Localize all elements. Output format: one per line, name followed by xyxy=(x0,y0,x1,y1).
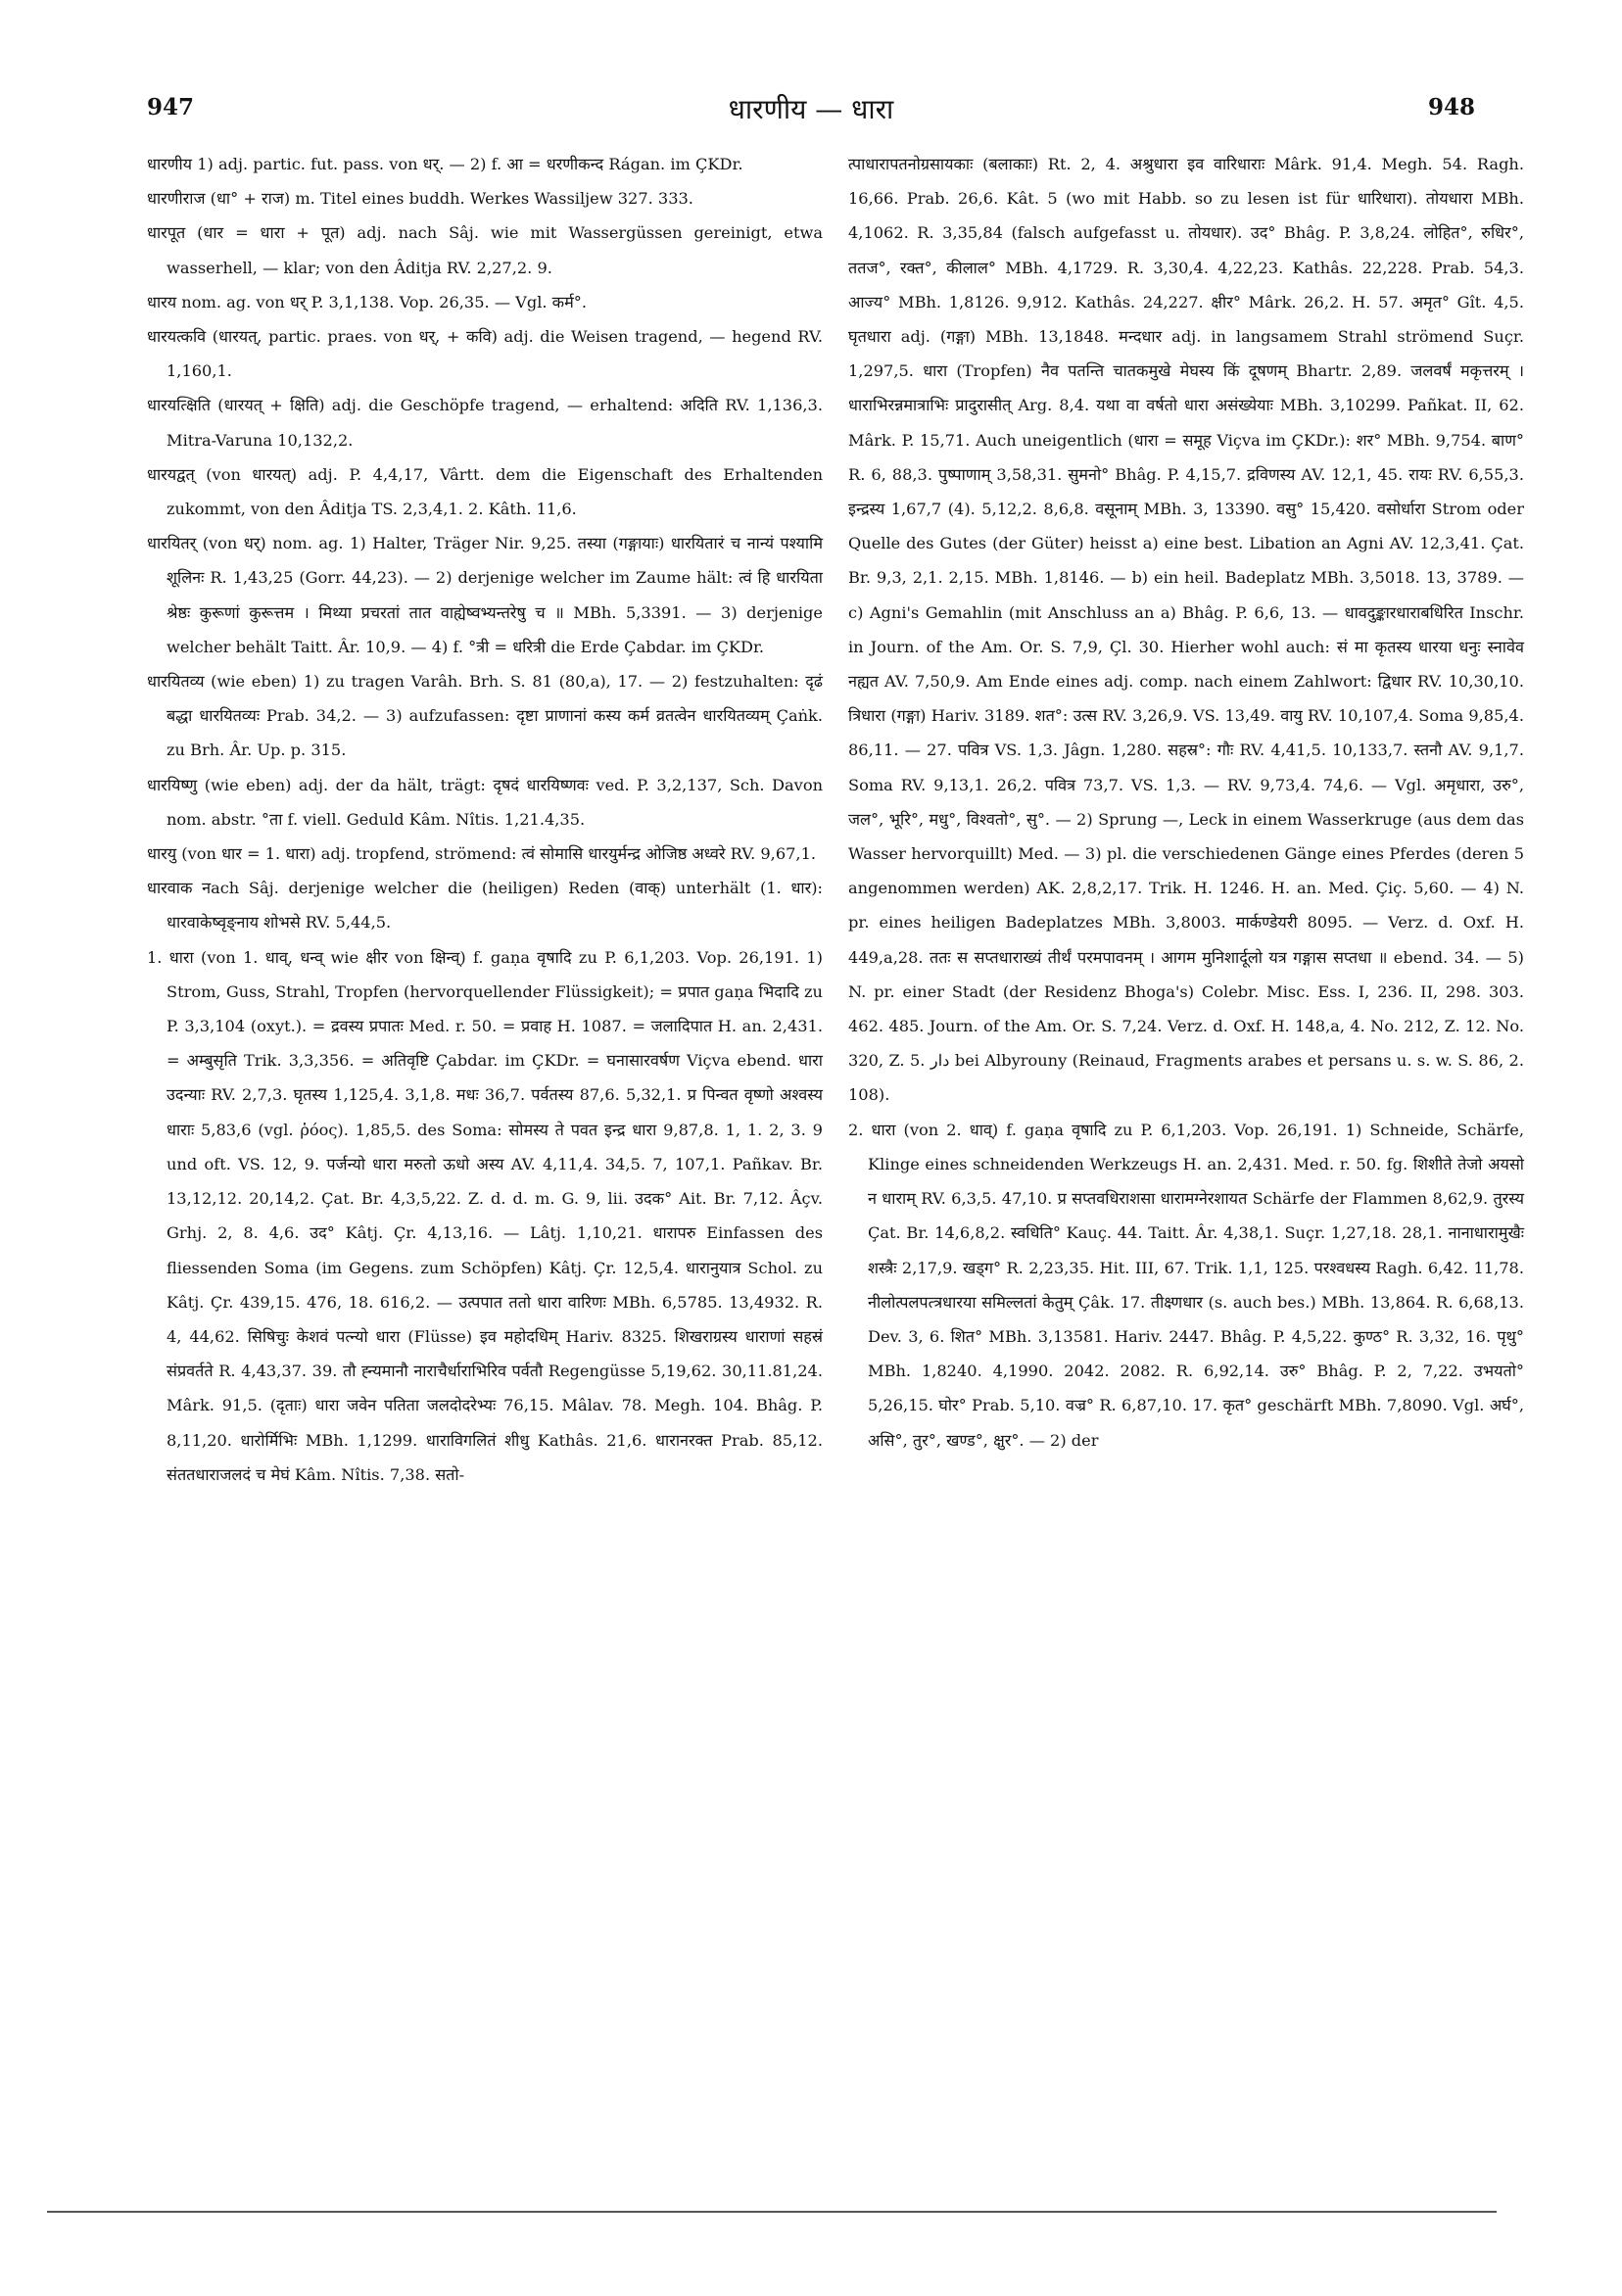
dictionary-entry: धारयत्कवि (धारयत्, partic. praes. von धर्, + कवि) adj. die Weisen tragend, — hegend RV. 1,160,1. xyxy=(147,327,823,381)
dictionary-entry: धारपूत (धार = धारा + पूत) adj. nach Sâj. wie mit Wassergüssen gereinigt, etwa wasserhell, — klar; von den Âditja RV. 2,27,2. 9. xyxy=(147,223,823,277)
dictionary-entry: धारयिष्णु (wie eben) adj. der da hält, trägt: दृषदं धारयिष्णवः ved. P. 3,2,137, Sch. Davon nom. abstr. °ता f. viell. Geduld Kâm. Nîtis. 1,21.4,35. xyxy=(147,775,823,829)
dictionary-entry: धारयितर् (von धर्) nom. ag. 1) Halter, Träger Nir. 9,25. तस्या (गङ्गायाः) धारयितारं च नान्यं पश्यामि शूलिनः R. 1,43,25 (Gorr. 44,23). — 2) derjenige welcher im Zaume hält: त्वं हि धारयिता श्रेष्ठः कुरूणां कुरूत्तम । मिथ्या प्रचरतां तात वाह्येष्वभ्यन्तरेषु च ॥ MBh. 5,3391. — 3) derjenige welcher behält Taitt. Âr. 10,9. — 4) f. °त्री = धरित्री die Erde Çabdar. im ÇKDr. xyxy=(147,534,823,656)
dictionary-entry: धारयु (von धार = 1. धारा) adj. tropfend, strömend: त्वं सोमासि धारयुर्मन्द्र ओजिष्ठ अध्वरे RV. 9,67,1. xyxy=(147,844,817,864)
dictionary-entry-continued: त्पाधारापतनोग्रसायकाः (बलाकाः) Rt. 2, 4. अश्रुधारा इव वारिधाराः Mârk. 91,4. Megh. 54. Ragh. 16,66. Prab. 26,6. Kât. 5 (wo mit Habb. so zu lesen ist für धारिधारा). तोयधारा MBh. 4,1062. R. 3,35,84 (falsch aufgefasst u. तोयधार). उद° Bhâg. P. 3,8,24. लोहित°, रुधिर°, ततज°, रक्त°, कीलाल° MBh. 4,1729. R. 3,30,4. 4,22,23. Kathâs. 22,228. Prab. 54,3. आज्य° MBh. 1,8126. 9,912. Kathâs. 24,227. क्षीर° Mârk. 26,2. H. 57. अमृत° Gît. 4,5. घृतधारा adj. (गङ्गा) MBh. 13,1848. मन्दधार adj. in langsamem Strahl strömend Suçr. 1,297,5. धारा (Tropfen) नैव पतन्ति चातकमुखे मेघस्य किं दूषणम् Bhartr. 2,89. जलवर्षं मकृत्तरम् । धाराभिरन्नमात्राभिः प्रादुरासीत् Arg. 8,4. यथा वा वर्षतो धारा असंख्येयाः MBh. 3,10299. Pañkat. II, 62. Mârk. P. 15,71. Auch uneigentlich (धारा = समूह Viçva im ÇKDr.): शर° MBh. 9,754. बाण° R. 6, 88,3. पुष्पाणाम् 3,58,31. सुमनो° Bhâg. P. 4,15,7. द्रविणस्य AV. 12,1, 45. रायः RV. 6,55,3. इन्द्रस्य 1,67,7 (4). 5,12,2. 8,6,8. वसूनाम् MBh. 3, 13390. वसु° 15,420. वसोर्धारा Strom oder Quelle des Gutes (der Güter) heisst a) eine best. Libation an Agni AV. 12,3,41. Çat. Br. 9,3, 2,1. 2,15. MBh. 1,8146. — b) ein heil. Badeplatz MBh. 3,5018. 13, 3789. — c) Agni's Gemahlin (mit Anschluss an a) Bhâg. P. 6,6, 13. — धावदुङ्कारधाराबधिरित Inschr. in Journ. of the Am. Or. S. 7,9, Çl. 30. Hierher wohl auch: सं मा कृतस्य धारया धनुः स्नावेव नह्यत AV. 7,50,9. Am Ende eines adj. comp. nach einem Zahlwort: द्विधार RV. 10,30,10. त्रिधारा (गङ्गा) Hariv. 3189. शत°: उत्स RV. 3,26,9. VS. 13,49. वायु RV. 10,107,4. Soma 9,85,4. 86,11. — 27. पवित्र VS. 1,3. Jâgn. 1,280. सहस्र°: गौः RV. 4,41,5. 10,133,7. स्तनौ AV. 9,1,7. Soma RV. 9,13,1. 26,2. पवित्र 73,7. VS. 1,3. — RV. 9,73,4. 74,6. — Vgl. अमृधारा, उरु°, जल°, भूरि°, मधु°, विश्वतो°, सु°. — 2) Sprung —, Leck in einem Wasserkruge (aus dem das Wasser hervorquillt) Med. — 3) pl. die verschiedenen Gänge eines Pferdes (deren 5 angenommen werden) AK. 2,8,2,17. Trik. H. 1246. H. an. Med. Çiç. 5,60. — 4) N. pr. eines heiligen Badeplatzes MBh. 3,8003. मार्कण्डेयरी 8095. — Verz. d. Oxf. H. 449,a,28. ततः स सप्तधाराख्यं तीर्थं परमपावनम् । आगम मुनिशार्दूलो यत्र गङ्गास सप्तधा ॥ ebend. 34. — 5) N. pr. einer Stadt (der Residenz Bhoga's) Colebr. Misc. Ess. I, 236. II, 298. 303. 462. 485. Journ. of the Am. Or. S. 7,24. Verz. d. Oxf. H. 148,a, 4. No. 212, Z. 12. No. 320, Z. 5. دار bei Albyrouny (Reinaud, Fragments arabes et persans u. s. w. S. 86, 2. 108). xyxy=(848,155,1524,1105)
page-number-left: 947 xyxy=(147,94,195,120)
dictionary-entry: धारय nom. ag. von धर् P. 3,1,138. Vop. 26,35. — Vgl. कर्म°. xyxy=(147,292,588,311)
dictionary-entry: धारणीय 1) adj. partic. fut. pass. von धर्. — 2) f. आ = धरणीकन्द Rágan. im ÇKDr. xyxy=(147,155,743,173)
dictionary-entry: धारयद्वत् (von धारयत्) adj. P. 4,4,17, Vârtt. dem die Eigenschaft des Erhaltenden zukommt, von den Âditja TS. 2,3,4,1. 2. Kâth. 11,6. xyxy=(147,464,823,519)
dictionary-entry: धारयितव्य (wie eben) 1) zu tragen Varâh. Brh. S. 81 (80,a), 17. — 2) festzuhalten: दृढं बद्धा धारयितव्यः Prab. 34,2. — 3) aufzufassen: दृष्टा प्राणानां कस्य कर्म व्रतत्वेन धारयितव्यम् Çaṅk. zu Brh. Âr. Up. p. 315. xyxy=(147,672,823,760)
right-column xyxy=(848,147,1524,1458)
dictionary-entry: धारणीराज (धा° + राज) m. Titel eines buddh. Werkes Wassiljew 327. 333. xyxy=(147,189,693,209)
running-title: धारणीय — धारा xyxy=(728,93,894,125)
dictionary-entry: 2. धारा (von 2. धाव्) f. gaṇa वृषादि zu P. 6,1,203. Vop. 26,191. 1) Schneide, Schärfe, Klinge eines schneidenden Werkzeugs H. an. 2,431. Med. r. 50. fg. शिशीते तेजो अयसो न धाराम् RV. 6,3,5. 47,10. प्र सप्तवधिराशसा धारामग्नेरशायत Schärfe der Flammen 8,62,9. तुरस्य Çat. Br. 14,6,8,2. स्वधिति° Kauç. 44. Taitt. Âr. 4,38,1. Suçr. 1,27,18. 28,1. नानाधारामुखैः शस्त्रैः 2,17,9. खड्ग° R. 2,23,35. Hit. III, 67. Trik. 1,1, 125. परश्वधस्य Ragh. 6,42. 11,78. नीलोत्पलपत्त्रधारया समिल्लतां केतुम् Çâk. 17. तीक्ष्णधार (s. auch bes.) MBh. 13,864. R. 6,68,13. Dev. 3, 6. शित° MBh. 3,13581. Hariv. 2447. Bhâg. P. 4,5,22. कुण्ठ° R. 3,32, 16. पृथु° MBh. 1,8240. 4,1990. 2042. 2082. R. 6,92,14. उरु° Bhâg. P. 2, 7,22. उभयतो° 5,26,15. घोर° Prab. 5,10. वज्र° R. 6,87,10. 17. कृत° geschärft MBh. 7,8090. Vgl. अर्घ°, असि°, तुर°, खण्ड°, क्षुर°. — 2) der xyxy=(848,1120,1524,1450)
dictionary-entry: धारयत्क्षिति (धारयत् + क्षिति) adj. die Geschöpfe tragend, — erhaltend: अदिति RV. 1,136,3. Mitra-Varuna 10,132,2. xyxy=(147,396,823,450)
left-column xyxy=(147,147,823,1492)
dictionary-entry: धारवाक नach Sâj. derjenige welcher die (heiligen) Reden (वाक्) unterhält (1. धार): धारवाकेष्वृङ्नाय शोभसे RV. 5,44,5. xyxy=(147,879,823,933)
bottom-rule xyxy=(47,2211,1497,2213)
dictionary-entry: 1. धारा (von 1. धाव्, धन्व् wie क्षीर von क्षिन्व्) f. gaṇa वृषादि zu P. 6,1,203. Vop. 26,191. 1) Strom, Guss, Strahl, Tropfen (hervorquellender Flüssigkeit); = प्रपात gaṇa भिदादि zu P. 3,3,104 (oxyt.). = द्रवस्य प्रपातः Med. r. 50. = प्रवाह H. 1087. = जलादिपात H. an. 2,431. = अम्बुसृति Trik. 3,3,356. = अतिवृष्टि Çabdar. im ÇKDr. = घनासारवर्षण Viçva ebend. धारा उदन्याः RV. 2,7,3. घृतस्य 1,125,4. 3,1,8. मधः 36,7. पर्वतस्य 87,6. 5,32,1. प्र पिन्वत वृष्णो अश्वस्य धाराः 5,83,6 (vgl. ῥόος). 1,85,5. des Soma: सोमस्य ते पवत इन्द्र धारा 9,87,8. 1, 1. 2, 3. 9 und oft. VS. 12, 9. पर्जन्यो धारा मरुतो ऊधो अस्य AV. 4,11,4. 34,5. 7, 107,1. Pañkav. Br. 13,12,12. 20,14,2. Çat. Br. 4,3,5,22. Z. d. d. m. G. 9, lii. उदक° Ait. Br. 7,12. Âçv. Grhj. 2, 8. 4,6. उद° Kâtj. Çr. 4,13,16. — Lâtj. 1,10,21. धारापरु Einfassen des fliessenden Soma (im Gegens. zum Schöpfen) Kâtj. Çr. 12,5,4. धारानुयात्र Schol. zu Kâtj. Çr. 439,15. 476, 18. 616,2. — उत्पपात ततो धारा वारिणः MBh. 6,5785. 13,4932. R. 4, 44,62. सिषिचुः केशवं पत्न्यो धारा (Flüsse) इव महोदधिम् Hariv. 8325. शिखराग्रस्य धाराणां सहस्रं संप्रवर्तते R. 4,43,37. 39. तौ ह्न्यमानौ नाराचैर्धाराभिरिव पर्वतौ Regengüsse 5,19,62. 30,11.81,24. Mârk. 91,5. (दृताः) धारा जवेन पतिता जलदोदरेभ्यः 76,15. Mâlav. 78. Megh. 104. Bhâg. P. 8,11,20. धारोर्मिभिः MBh. 1,1299. धाराविगलितं शीधु Kathâs. 21,6. धारानरक्त Prab. 85,12. संततधाराजलदं च मेघं Kâm. Nîtis. 7,38. सतो- xyxy=(147,947,823,1484)
page-number-right: 948 xyxy=(1427,94,1475,120)
